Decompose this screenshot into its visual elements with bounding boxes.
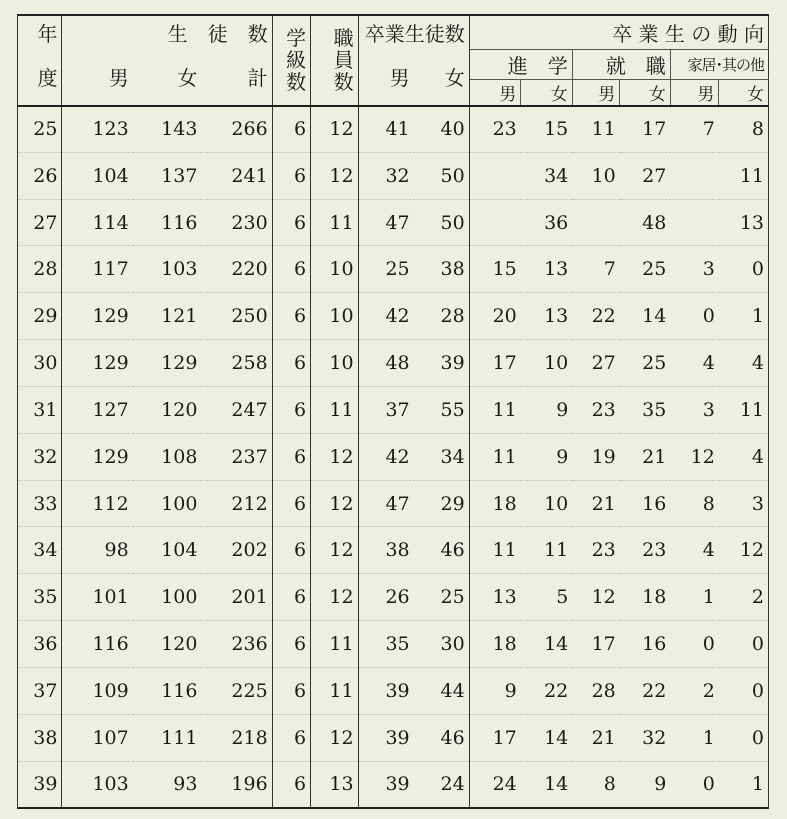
employ-male-cell: 12: [572, 574, 620, 621]
staff-cell: 11: [311, 667, 359, 714]
other-female-cell: 11: [719, 386, 769, 433]
staff-header: [311, 15, 359, 106]
other-male-cell: 1: [670, 574, 719, 621]
students-female-cell: 129: [133, 340, 202, 387]
other-male-cell: 4: [670, 340, 719, 387]
students-total-cell: 218: [201, 714, 272, 761]
table-row: [18, 293, 769, 340]
year-cell: 37: [18, 667, 62, 714]
students-total-cell: 258: [201, 340, 272, 387]
students-male-cell: 114: [62, 199, 133, 246]
other-female-cell: 1: [719, 761, 769, 808]
study-male-cell: 15: [469, 246, 521, 293]
table-row: [18, 574, 769, 621]
other-female-cell: 0: [719, 621, 769, 668]
study-female-cell: 9: [521, 433, 573, 480]
study-female-cell: 10: [521, 480, 573, 527]
study-female-cell: 9: [521, 386, 573, 433]
table-row: [18, 246, 769, 293]
study-male-cell: 24: [469, 761, 521, 808]
table-row: [18, 527, 769, 574]
graduates-male-cell: 25: [358, 246, 414, 293]
table-row: [18, 433, 769, 480]
students-male-cell: 129: [62, 340, 133, 387]
students-female-cell: 111: [133, 714, 202, 761]
staff-cell: 12: [311, 152, 359, 199]
further-study-header: 進 学: [469, 49, 572, 79]
students-total-cell: 212: [201, 480, 272, 527]
graduates-female-cell: 44: [414, 667, 470, 714]
students-total-cell: 201: [201, 574, 272, 621]
other-male-cell: 0: [670, 293, 719, 340]
students-female-cell: 100: [133, 574, 202, 621]
students-male-cell: 101: [62, 574, 133, 621]
employ-male-cell: 23: [572, 386, 620, 433]
year-header-top: 年: [18, 15, 62, 49]
students-female-cell: 120: [133, 386, 202, 433]
students-female-cell: 143: [133, 106, 202, 153]
home-other-cell: 11: [670, 152, 768, 199]
year-cell: 35: [18, 574, 62, 621]
employ-male-cell: 21: [572, 480, 620, 527]
graduates-male-cell: 37: [358, 386, 414, 433]
graduates-female-cell: 30: [414, 621, 470, 668]
classes-cell: 6: [272, 106, 310, 153]
other-male-cell: 4: [670, 527, 719, 574]
other-male-cell: 8: [670, 480, 719, 527]
classes-header-label: 学級数: [286, 26, 307, 95]
students-female-cell: 121: [133, 293, 202, 340]
staff-cell: 10: [311, 246, 359, 293]
students-female-cell: 103: [133, 246, 202, 293]
staff-header-label: 職員数: [333, 26, 354, 95]
study-female-cell: 22: [521, 667, 573, 714]
classes-cell: 6: [272, 761, 310, 808]
employ-male-cell: 10: [572, 152, 620, 199]
students-total-cell: 225: [201, 667, 272, 714]
students-female-cell: 116: [133, 199, 202, 246]
study-male-cell: 18: [469, 480, 521, 527]
study-female-cell: 13: [521, 246, 573, 293]
staff-cell: 12: [311, 433, 359, 480]
employment-header: 就 職: [572, 49, 670, 79]
study-female-cell: 13: [521, 293, 573, 340]
students-male-cell: 127: [62, 386, 133, 433]
graduates-header: 卒業生徒数: [358, 15, 469, 49]
employ-female-cell: 23: [620, 527, 671, 574]
students-female-cell: 100: [133, 480, 202, 527]
graduates-male-cell: 38: [358, 527, 414, 574]
year-cell: 27: [18, 199, 62, 246]
other-female-cell: 1: [719, 293, 769, 340]
classes-cell: 6: [272, 246, 310, 293]
graduates-female-cell: 50: [414, 152, 470, 199]
year-cell: 38: [18, 714, 62, 761]
students-female-cell: 120: [133, 621, 202, 668]
students-female-header: 女: [133, 49, 202, 106]
students-female-cell: 137: [133, 152, 202, 199]
students-male-cell: 123: [62, 106, 133, 153]
graduates-female-cell: 40: [414, 106, 470, 153]
graduates-male-cell: 39: [358, 714, 414, 761]
employ-female-cell: 21: [620, 433, 671, 480]
employ-female-cell: 9: [620, 761, 671, 808]
classes-cell: 6: [272, 667, 310, 714]
students-female-cell: 93: [133, 761, 202, 808]
study-female-cell: 5: [521, 574, 573, 621]
employ-male-cell: 11: [572, 106, 620, 153]
classes-cell: 6: [272, 714, 310, 761]
students-male-cell: 116: [62, 621, 133, 668]
students-total-cell: 196: [201, 761, 272, 808]
other-female-cell: 0: [719, 246, 769, 293]
study-male-cell: 11: [469, 527, 521, 574]
students-male-cell: 117: [62, 246, 133, 293]
staff-cell: 13: [311, 761, 359, 808]
header-row-1: [18, 15, 769, 49]
staff-cell: 12: [311, 106, 359, 153]
employ-male-cell: 19: [572, 433, 620, 480]
students-total-cell: 236: [201, 621, 272, 668]
study-female-header: 女: [521, 79, 573, 106]
classes-cell: 6: [272, 527, 310, 574]
other-female-cell: 3: [719, 480, 769, 527]
employ-female-cell: 16: [620, 621, 671, 668]
employ-male-cell: 28: [572, 667, 620, 714]
graduates-male-cell: 35: [358, 621, 414, 668]
classes-cell: 6: [272, 574, 310, 621]
year-cell: 34: [18, 527, 62, 574]
other-male-cell: 7: [670, 106, 719, 153]
students-male-cell: 103: [62, 761, 133, 808]
table-row: [18, 199, 769, 246]
study-male-cell: 17: [469, 714, 521, 761]
students-male-cell: 112: [62, 480, 133, 527]
study-male-cell: 17: [469, 340, 521, 387]
classes-cell: 6: [272, 480, 310, 527]
other-female-cell: 0: [719, 714, 769, 761]
study-male-cell: 11: [469, 386, 521, 433]
graduates-male-cell: 47: [358, 199, 414, 246]
graduates-male-cell: 39: [358, 761, 414, 808]
staff-cell: 12: [311, 574, 359, 621]
staff-cell: 12: [311, 714, 359, 761]
employ-female-cell: 17: [620, 106, 671, 153]
table-row: [18, 667, 769, 714]
study-male-cell: 18: [469, 621, 521, 668]
employ-female-cell: 35: [620, 386, 671, 433]
employ-male-cell: 7: [572, 246, 620, 293]
employ-male-cell: 8: [572, 761, 620, 808]
students-total-cell: 266: [201, 106, 272, 153]
employ-female-cell: 27: [620, 152, 671, 199]
other-female-cell: 12: [719, 527, 769, 574]
other-male-cell: 1: [670, 714, 719, 761]
employ-female-cell: 32: [620, 714, 671, 761]
other-female-cell: 2: [719, 574, 769, 621]
table-row: [18, 480, 769, 527]
other-male-cell: 3: [670, 246, 719, 293]
other-male-cell: 3: [670, 386, 719, 433]
other-male-cell: 0: [670, 621, 719, 668]
further-study-cell: 34: [469, 152, 572, 199]
staff-cell: 11: [311, 386, 359, 433]
year-header-bottom: 度: [18, 49, 62, 106]
study-female-cell: 11: [521, 527, 573, 574]
employ-female-header: 女: [620, 79, 671, 106]
students-total-cell: 220: [201, 246, 272, 293]
destination-header: 卒 業 生 の 動 向: [469, 15, 768, 49]
staff-cell: 11: [311, 199, 359, 246]
graduates-female-cell: 39: [414, 340, 470, 387]
year-cell: 26: [18, 152, 62, 199]
students-female-cell: 108: [133, 433, 202, 480]
classes-cell: 6: [272, 386, 310, 433]
other-female-cell: 4: [719, 433, 769, 480]
employ-female-cell: 25: [620, 340, 671, 387]
table-body: [18, 106, 769, 809]
students-total-cell: 247: [201, 386, 272, 433]
employ-female-cell: 25: [620, 246, 671, 293]
table-row: [18, 340, 769, 387]
staff-cell: 10: [311, 340, 359, 387]
graduates-male-cell: 32: [358, 152, 414, 199]
graduates-male-cell: 39: [358, 667, 414, 714]
study-male-cell: 13: [469, 574, 521, 621]
classes-cell: 6: [272, 152, 310, 199]
students-female-cell: 116: [133, 667, 202, 714]
graduates-female-cell: 24: [414, 761, 470, 808]
employ-male-cell: 22: [572, 293, 620, 340]
header-row-2: [18, 49, 769, 79]
study-female-cell: 14: [521, 621, 573, 668]
employ-male-cell: 21: [572, 714, 620, 761]
graduates-female-cell: 38: [414, 246, 470, 293]
graduates-female-cell: 55: [414, 386, 470, 433]
home-other-header: 家居･其の他: [670, 49, 768, 79]
students-header: 生 徒 数: [62, 15, 272, 49]
employ-female-cell: 16: [620, 480, 671, 527]
classes-cell: 6: [272, 199, 310, 246]
graduates-female-cell: 28: [414, 293, 470, 340]
students-male-cell: 129: [62, 293, 133, 340]
classes-cell: 6: [272, 621, 310, 668]
year-cell: 29: [18, 293, 62, 340]
study-male-header: 男: [469, 79, 521, 106]
other-female-header: 女: [719, 79, 769, 106]
employ-female-cell: 14: [620, 293, 671, 340]
students-total-cell: 250: [201, 293, 272, 340]
employ-female-cell: 18: [620, 574, 671, 621]
study-female-cell: 15: [521, 106, 573, 153]
table-row: [18, 761, 769, 808]
year-cell: 30: [18, 340, 62, 387]
study-male-cell: 23: [469, 106, 521, 153]
study-female-cell: 14: [521, 714, 573, 761]
classes-header: [272, 15, 310, 106]
year-cell: 28: [18, 246, 62, 293]
graduates-female-cell: 46: [414, 527, 470, 574]
students-male-cell: 98: [62, 527, 133, 574]
graduates-male-cell: 42: [358, 293, 414, 340]
graduates-female-header: 女: [414, 49, 470, 106]
graduates-male-cell: 42: [358, 433, 414, 480]
other-female-cell: 8: [719, 106, 769, 153]
other-male-cell: 2: [670, 667, 719, 714]
staff-cell: 12: [311, 527, 359, 574]
year-cell: 36: [18, 621, 62, 668]
students-total-cell: 202: [201, 527, 272, 574]
students-total-header: 計: [201, 49, 272, 106]
table-row: [18, 152, 769, 199]
year-cell: 39: [18, 761, 62, 808]
graduates-male-header: 男: [358, 49, 414, 106]
table-row: [18, 714, 769, 761]
school-statistics-table: [17, 14, 769, 809]
year-cell: 32: [18, 433, 62, 480]
graduates-male-cell: 41: [358, 106, 414, 153]
staff-cell: 10: [311, 293, 359, 340]
students-male-cell: 109: [62, 667, 133, 714]
staff-cell: 11: [311, 621, 359, 668]
students-male-cell: 104: [62, 152, 133, 199]
graduates-male-cell: 47: [358, 480, 414, 527]
graduates-male-cell: 48: [358, 340, 414, 387]
home-other-cell: 13: [670, 199, 768, 246]
graduates-female-cell: 46: [414, 714, 470, 761]
graduates-female-cell: 25: [414, 574, 470, 621]
employ-male-cell: 17: [572, 621, 620, 668]
employment-cell: 48: [572, 199, 670, 246]
employ-male-cell: 27: [572, 340, 620, 387]
other-male-cell: 12: [670, 433, 719, 480]
students-male-cell: 129: [62, 433, 133, 480]
employ-male-cell: 23: [572, 527, 620, 574]
graduates-female-cell: 50: [414, 199, 470, 246]
year-cell: 25: [18, 106, 62, 153]
graduates-male-cell: 26: [358, 574, 414, 621]
employ-female-cell: 22: [620, 667, 671, 714]
study-female-cell: 14: [521, 761, 573, 808]
other-female-cell: 4: [719, 340, 769, 387]
year-cell: 31: [18, 386, 62, 433]
staff-cell: 12: [311, 480, 359, 527]
other-male-cell: 0: [670, 761, 719, 808]
students-male-cell: 107: [62, 714, 133, 761]
students-total-cell: 241: [201, 152, 272, 199]
students-total-cell: 237: [201, 433, 272, 480]
further-study-cell: 36: [469, 199, 572, 246]
study-male-cell: 11: [469, 433, 521, 480]
classes-cell: 6: [272, 293, 310, 340]
other-male-header: 男: [670, 79, 719, 106]
students-male-header: 男: [62, 49, 133, 106]
study-male-cell: 20: [469, 293, 521, 340]
graduates-female-cell: 29: [414, 480, 470, 527]
employ-male-header: 男: [572, 79, 620, 106]
classes-cell: 6: [272, 340, 310, 387]
graduates-female-cell: 34: [414, 433, 470, 480]
table-row: [18, 621, 769, 668]
classes-cell: 6: [272, 433, 310, 480]
study-male-cell: 9: [469, 667, 521, 714]
students-total-cell: 230: [201, 199, 272, 246]
table-row: [18, 386, 769, 433]
students-female-cell: 104: [133, 527, 202, 574]
other-female-cell: 0: [719, 667, 769, 714]
study-female-cell: 10: [521, 340, 573, 387]
table-row: [18, 106, 769, 153]
year-cell: 33: [18, 480, 62, 527]
